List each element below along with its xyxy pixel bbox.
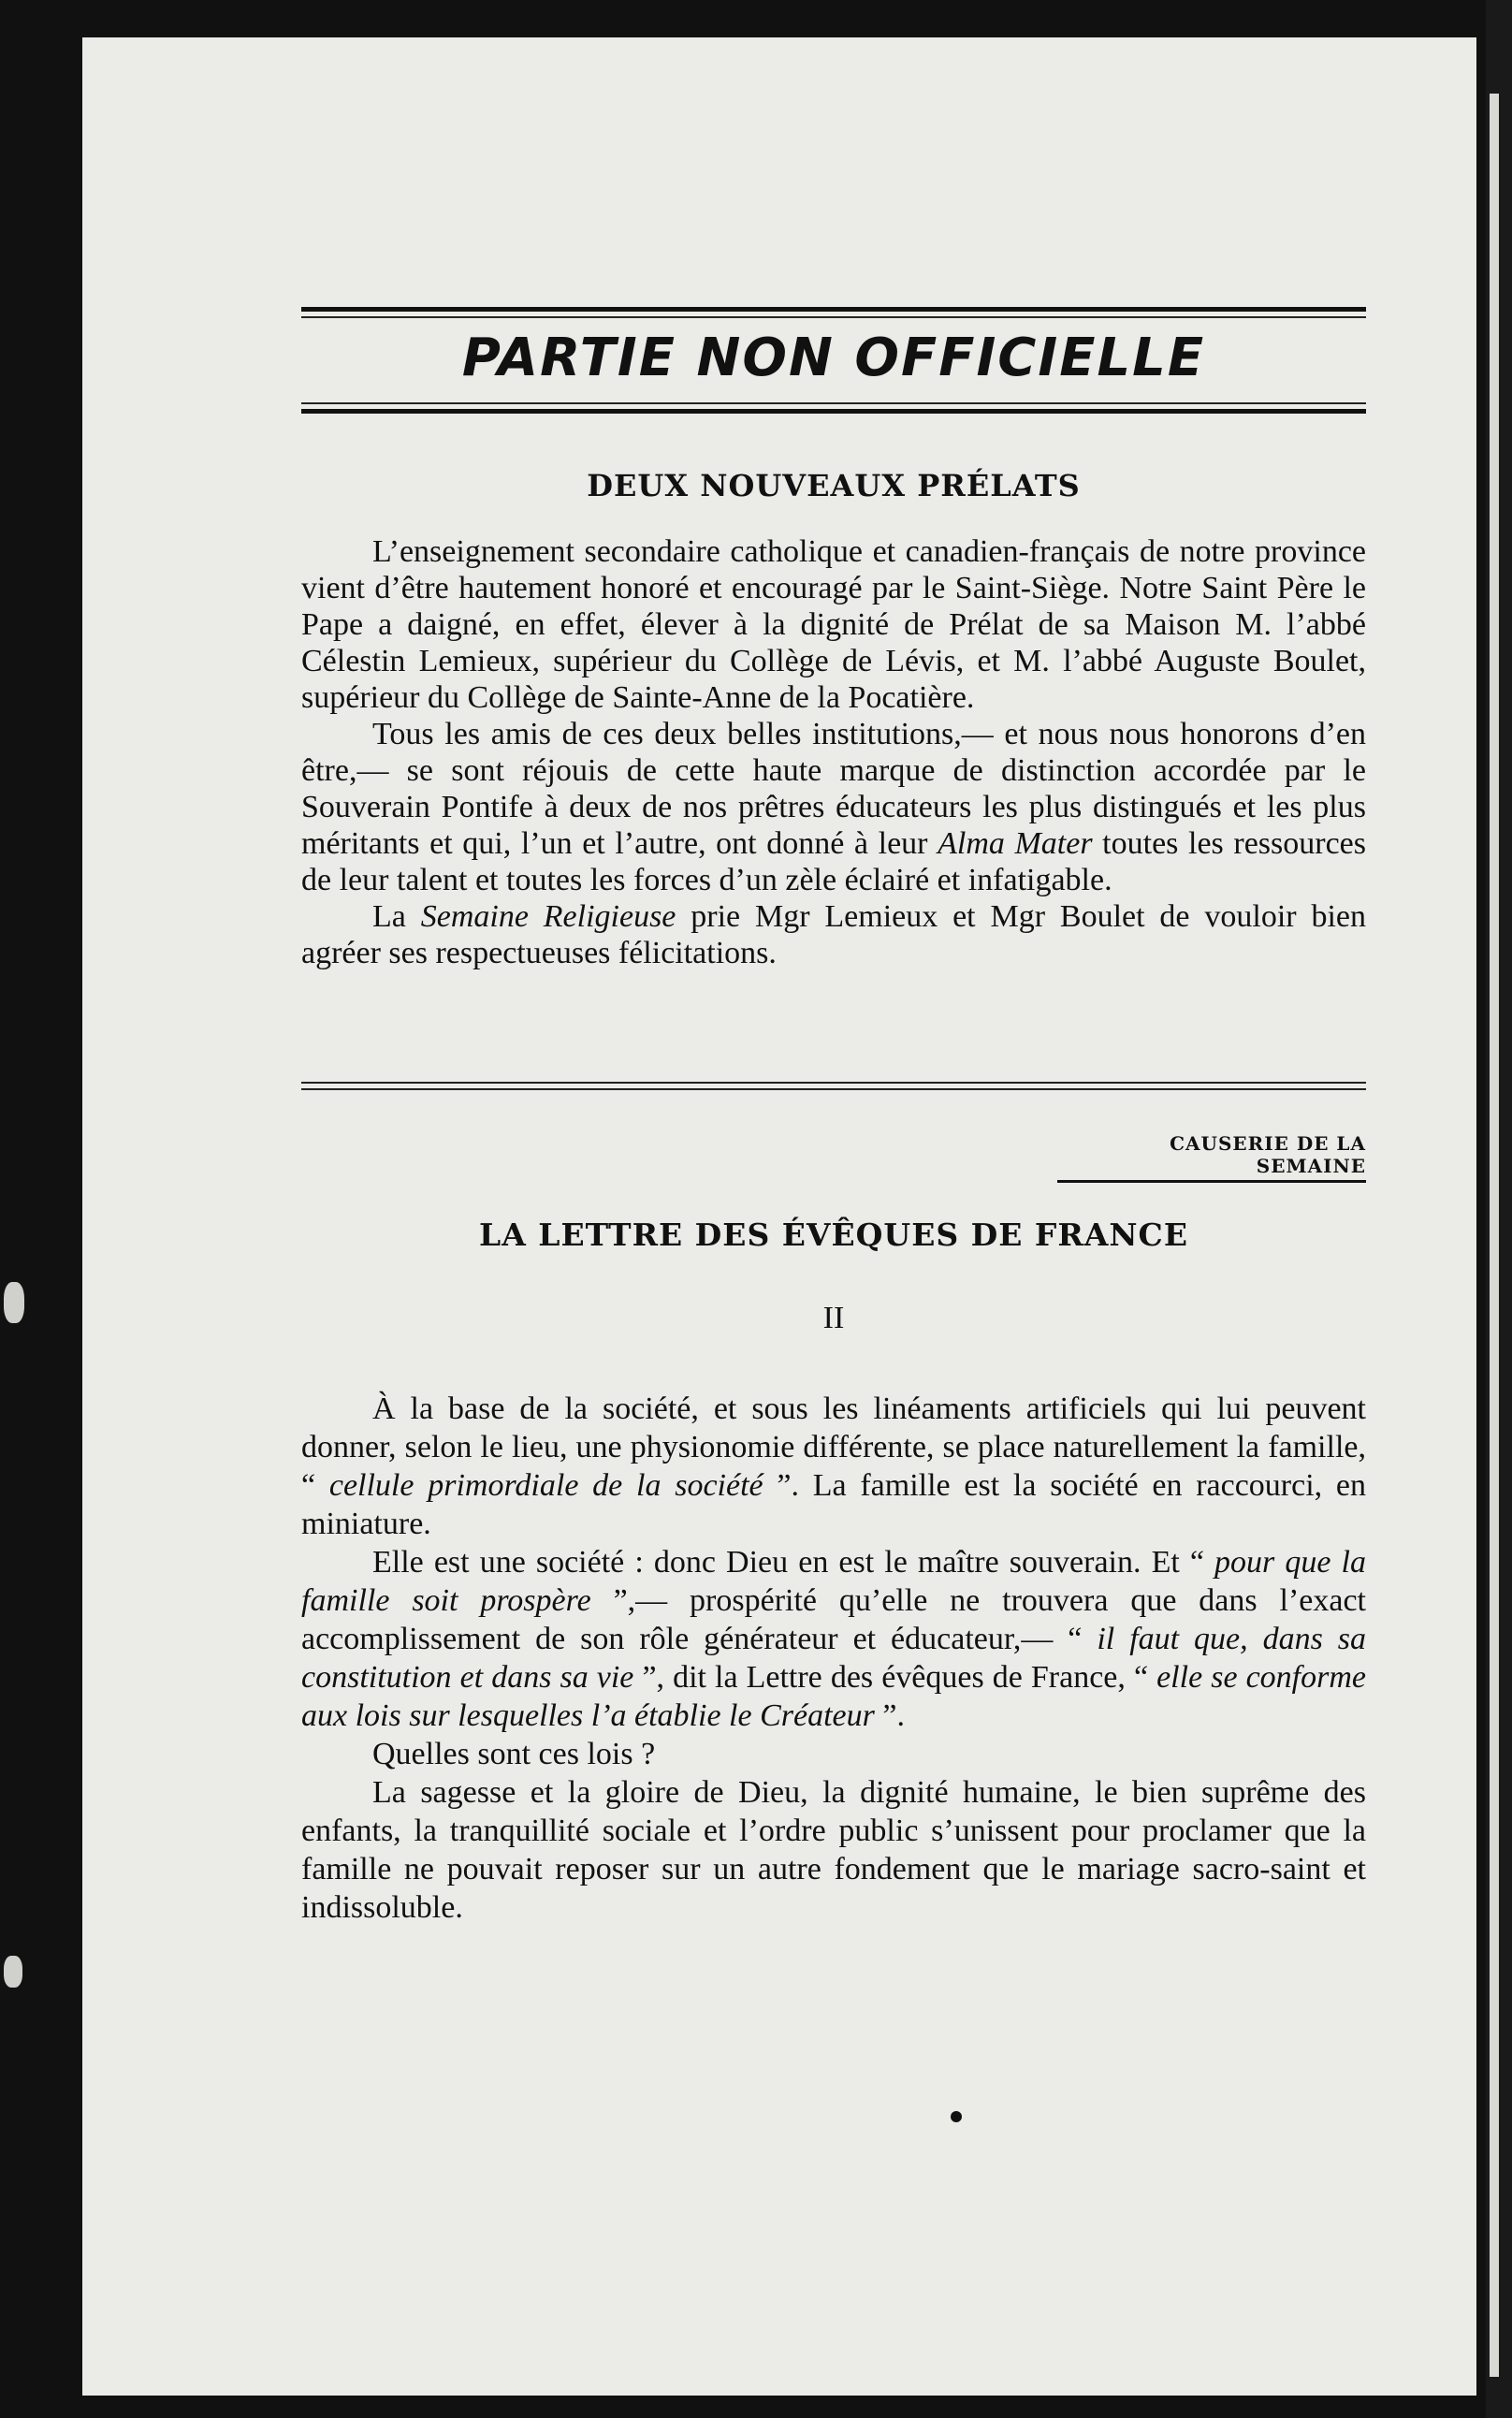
ornament-dot bbox=[951, 2111, 962, 2122]
article-body bbox=[301, 1390, 1366, 1927]
paragraph: Tous les amis de ces deux belles institutions,— et nous nous honorons d’en être,— se sont réjouis de cette haute marque de distinction accordée par le Souverain Pontife à deux de nos prêtres éducateurs les plus distingués et les plus méritants et qui, l’un et l’autre, ont donné à leur Alma Mater toutes les ressources de leur talent et toutes les forces d’un zèle éclairé et infatigable. bbox=[301, 717, 1366, 897]
paragraph: L’enseignement secondaire catholique et canadien-français de notre province vient d’être hautement honoré et encouragé par le Saint-Siège. Notre Saint Père le Pape a daigné, en effet, élever à la dignité de Prélat de sa Maison M. l’abbé Célestin Lemieux, supérieur du Collège de Lévis, et M. l’abbé Auguste Boulet, supérieur du Collège de Sainte-Anne de la Pocatière. bbox=[301, 534, 1366, 715]
adjacent-page-edge bbox=[1486, 0, 1512, 2418]
masthead-rule-top bbox=[301, 307, 1366, 318]
paragraph: À la base de la société, et sous les linéaments artificiels qui lui peuvent donner, selon le lieu, une physionomie différente, se place naturellement la famille, “ cellule primordiale de la société ”. La famille est la société en raccourci, en miniature. bbox=[301, 1391, 1367, 1541]
scan-mark bbox=[4, 1282, 24, 1323]
part-numeral: II bbox=[822, 1301, 845, 1335]
section-separator bbox=[301, 1082, 1366, 1095]
article-title: LA LETTRE DES ÉVÊQUES DE FRANCE bbox=[479, 1216, 1188, 1253]
masthead-rule-bottom bbox=[301, 402, 1366, 414]
paragraph: Quelles sont ces lois ? bbox=[372, 1737, 656, 1771]
scan-mark bbox=[4, 1956, 22, 1988]
paragraph: La sagesse et la gloire de Dieu, la dignité humaine, le bien suprême des enfants, la tranquillité sociale et l’ordre public s’unissent pour proclamer que la famille ne pouvait reposer sur un autre fondement que le mariage sacro-saint et indissoluble. bbox=[301, 1775, 1366, 1925]
article-title: DEUX NOUVEAUX PRÉLATS bbox=[587, 468, 1081, 503]
paragraph: Elle est une société : donc Dieu en est le maître souverain. Et “ pour que la famille soit prospère ”,— prospérité qu’elle ne trouvera que dans l’exact accomplissement de son rôle générateur et éducateur,— “ il faut que, dans sa constitution et dans sa vie ”, dit la Lettre des évêques de France, “ elle se conforme aux lois sur lesquelles l’a établie le Créateur ”. bbox=[301, 1545, 1367, 1733]
article-body bbox=[301, 533, 1366, 971]
paragraph: La Semaine Religieuse prie Mgr Lemieux et Mgr Boulet de vouloir bien agréer ses respectueuses félicitations. bbox=[301, 899, 1367, 970]
section-label: CAUSERIE DE LA SEMAINE bbox=[1057, 1132, 1366, 1183]
masthead-title: PARTIE NON OFFICIELLE bbox=[461, 328, 1206, 388]
